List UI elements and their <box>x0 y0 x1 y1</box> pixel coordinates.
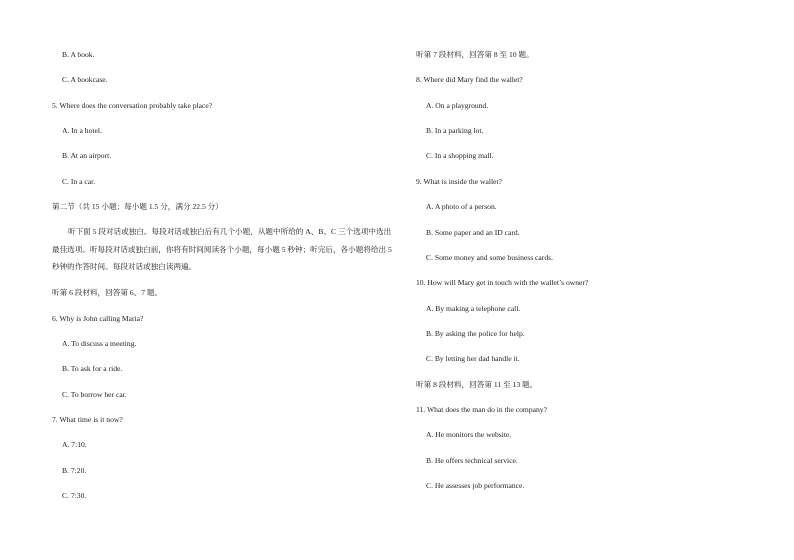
left-column <box>52 0 412 560</box>
section-heading: 第二节（共 15 小题；每小题 1.5 分，满分 22.5 分） <box>52 202 223 211</box>
option-q11-c: C. He assesses job performance. <box>426 481 525 490</box>
question-6: 6. Why is John calling Maria? <box>52 314 144 323</box>
option-q9-b: B. Some paper and an ID card. <box>426 228 520 237</box>
option-q9-a: A. A photo of a person. <box>426 202 497 211</box>
material-6-heading: 听第 6 段材料，回答第 6、7 题。 <box>52 288 163 297</box>
option-q6-a: A. To discuss a meeting. <box>62 339 137 348</box>
option-q9-c: C. Some money and some business cards. <box>426 253 553 262</box>
option-q7-c: C. 7:30. <box>62 491 87 500</box>
question-5: 5. Where does the conversation probably take place? <box>52 101 213 110</box>
option-q10-b: B. By asking the police for help. <box>426 329 525 338</box>
question-7: 7. What time is it now? <box>52 415 123 424</box>
option-q5-c: C. In a car. <box>62 177 96 186</box>
option-q5-a: A. In a hotel. <box>62 126 102 135</box>
question-10: 10. How will Mary get in touch with the wallet’s owner? <box>416 278 589 287</box>
option-q6-b: B. To ask for a ride. <box>62 364 123 373</box>
option-q5-b: B. At an airport. <box>62 151 112 160</box>
question-9: 9. What is inside the wallet? <box>416 177 502 186</box>
right-column <box>416 0 776 560</box>
option-q10-c: C. By letting her dad handle it. <box>426 354 520 363</box>
option-q7-a: A. 7:10. <box>62 440 87 449</box>
option-q10-a: A. By making a telephone call. <box>426 304 521 313</box>
question-11: 11. What does the man do in the company? <box>416 405 547 414</box>
option-q11-a: A. He monitors the website. <box>426 430 512 439</box>
section-instructions: 听下面 5 段对话或独白。每段对话或独白后有几个小题，从题中所给的 A、B、C 三个选项中选出最佳选项。听每段对话或独白前，你将有时间阅读各个小题，每小题 5 秒钟；听完后，各小题将给出 5 秒钟的作答时间。每段对话或独白读两遍。 <box>52 227 392 271</box>
option-q4-b: B. A book. <box>62 50 95 59</box>
material-7-heading: 听第 7 段材料，回答第 8 至 10 题。 <box>416 50 534 59</box>
option-q8-a: A. On a playground. <box>426 101 489 110</box>
option-q11-b: B. He offers technical service. <box>426 456 518 465</box>
option-q8-c: C. In a shopping mall. <box>426 151 494 160</box>
option-q6-c: C. To borrow her car. <box>62 390 127 399</box>
option-q7-b: B. 7:20. <box>62 466 87 475</box>
material-8-heading: 听第 8 段材料，回答第 11 至 13 题。 <box>416 380 538 389</box>
question-8: 8. Where did Mary find the wallet? <box>416 75 523 84</box>
option-q8-b: B. In a parking lot. <box>426 126 484 135</box>
option-q4-c: C. A bookcase. <box>62 75 108 84</box>
